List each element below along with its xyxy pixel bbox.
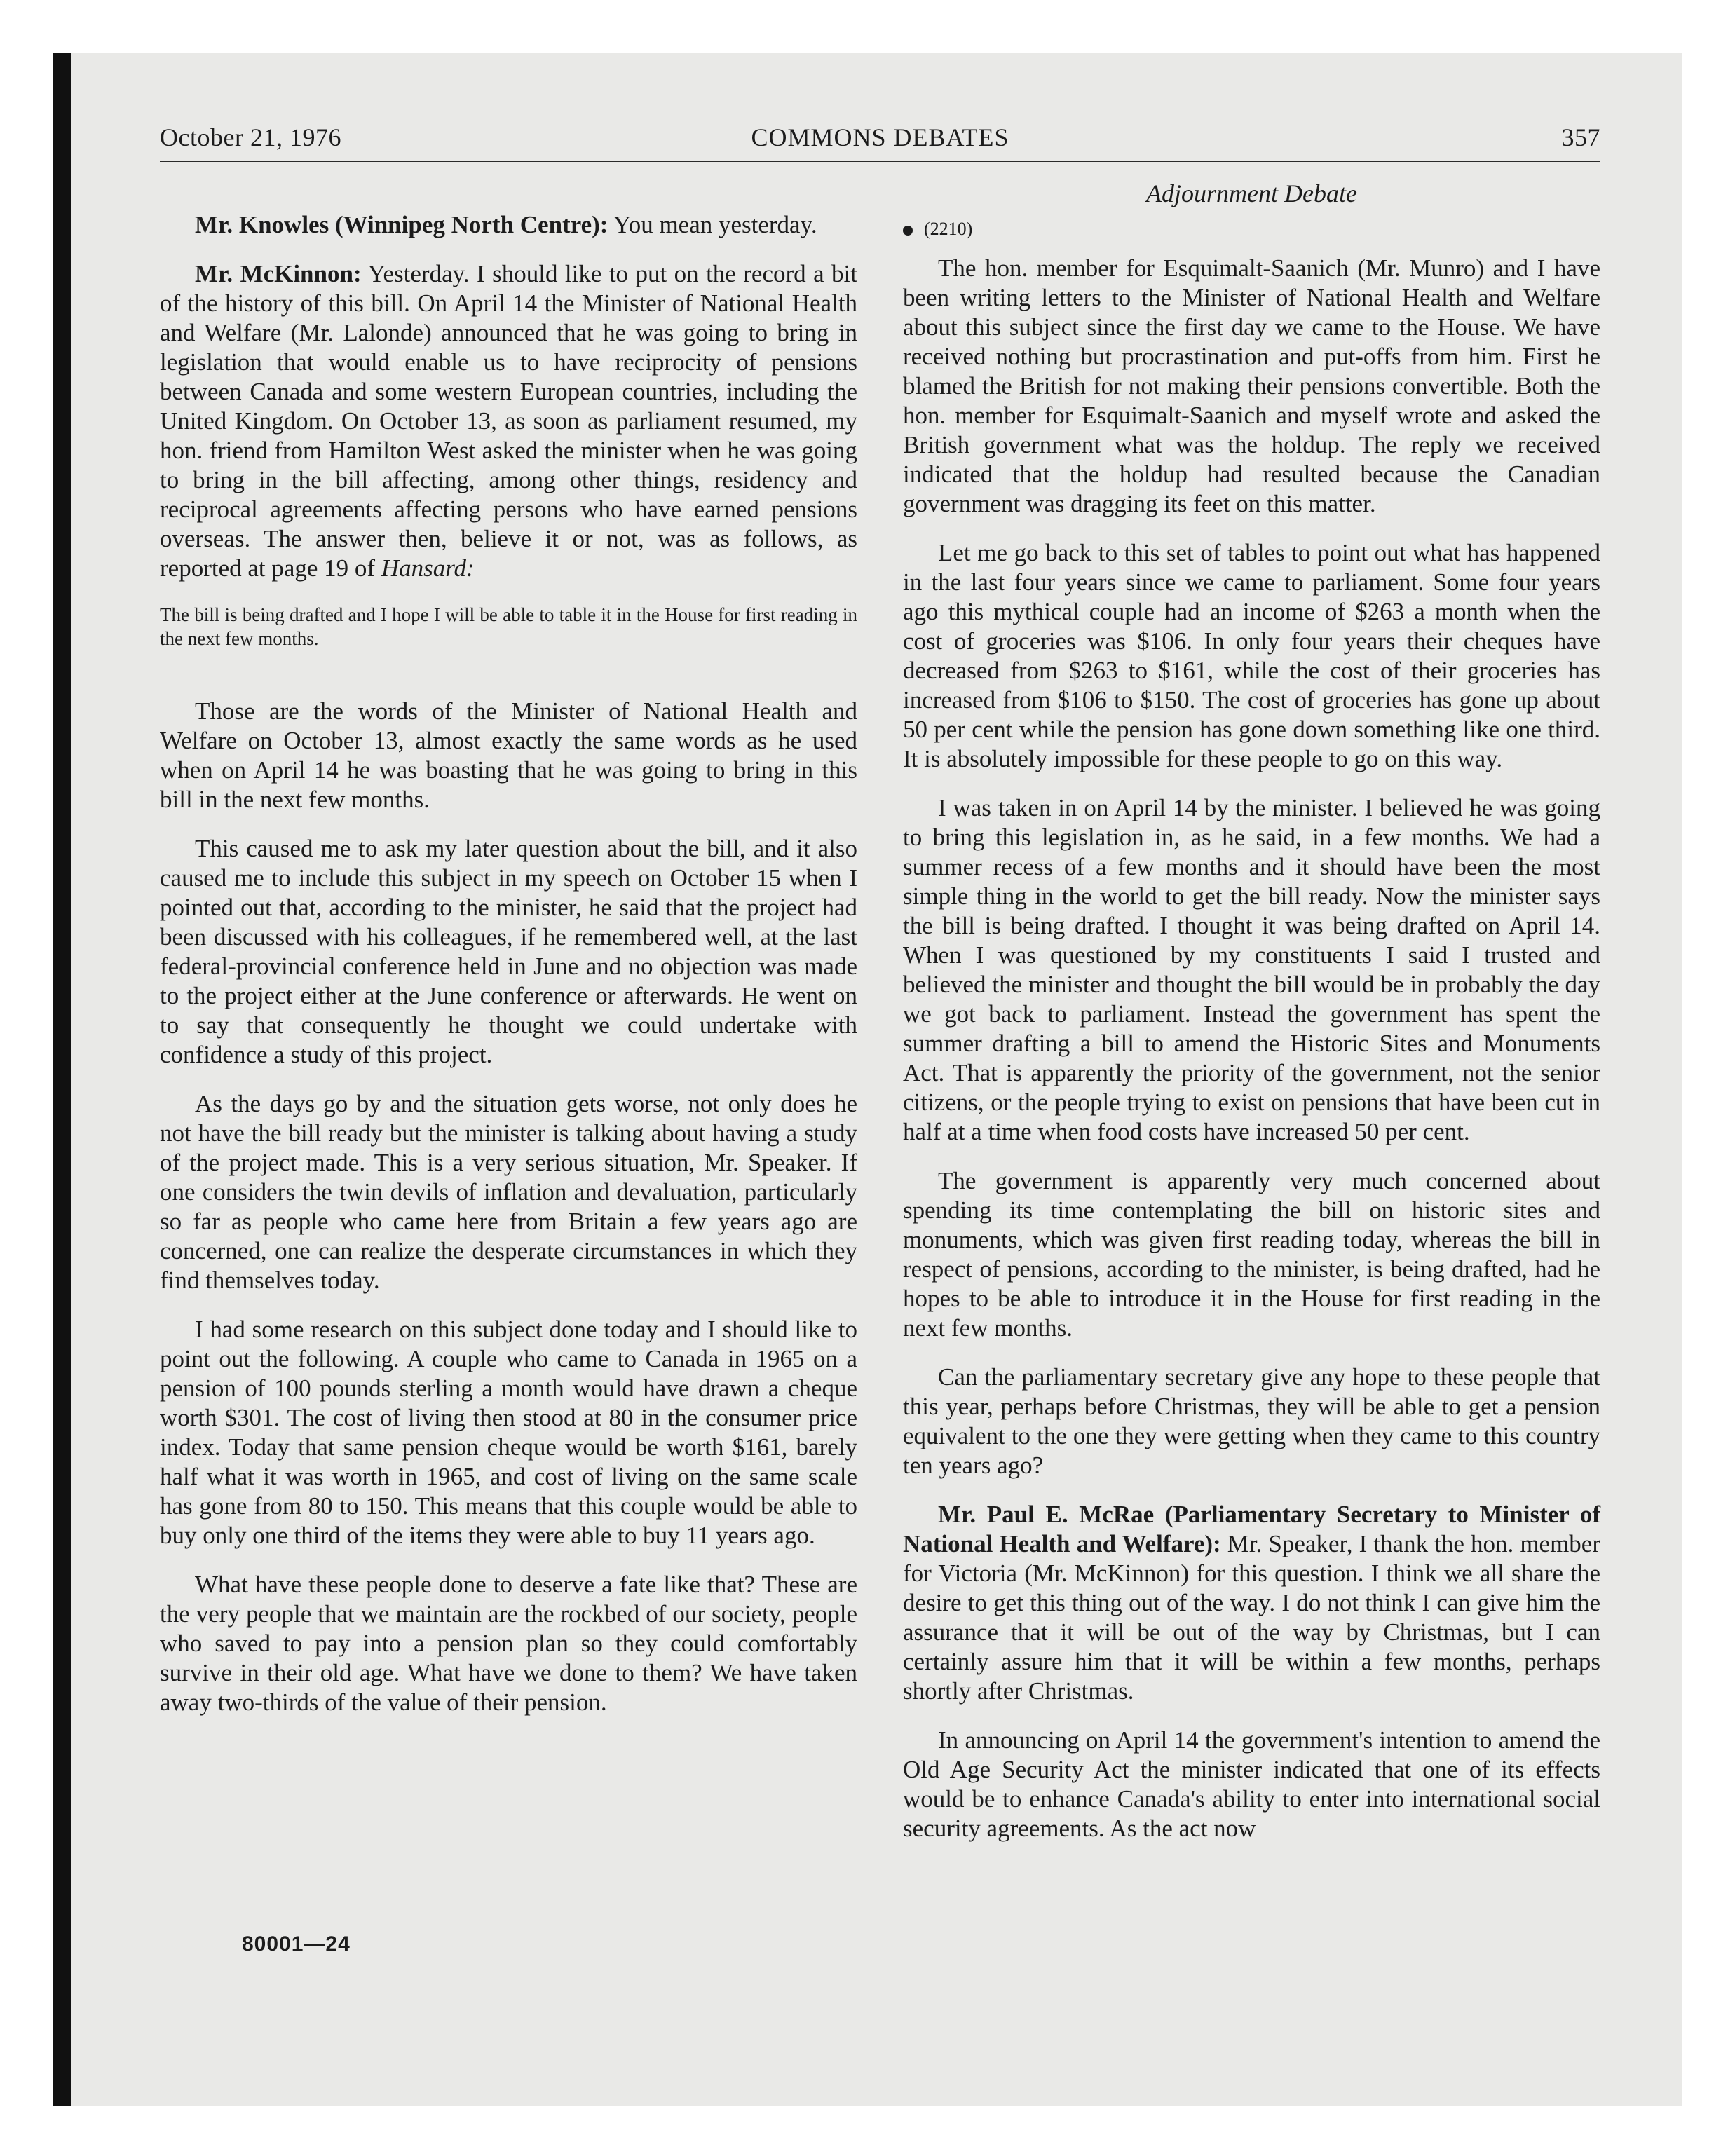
paragraph: What have these people done to deserve a fate like that? These are the very people that we maintain are the rockbed of our society, people who saved to pay into a pension plan so they could comfortably survive in their old age. What have we done to them? We have taken away two-thirds of the value of their pension.	[160, 1571, 857, 1716]
speech-text: Mr. Speaker, I thank the hon. member for Victoria (Mr. McKinnon) for this question. I think we all share the desire to get this thing out of the way. I do not think I can give him the assurance that it will be out of the way by Christmas, but I can certainly assure him that it will be within a few months, perhaps shortly after Christmas.	[903, 1530, 1600, 1705]
section-label: Adjournment Debate	[1146, 179, 1357, 207]
paragraph: In announcing on April 14 the government's intention to amend the Old Age Security Act the minister indicated that one of its effects would be to enhance Canada's ability to enter into international social security agreements. As the act now	[903, 1726, 1600, 1842]
time-marker-text: (2210)	[924, 219, 973, 239]
paragraph: As the days go by and the situation gets worse, not only does he not have the bill ready but the minister is talking about having a study of the project made. This is a very serious situation, Mr. Speaker. If one considers the twin devils of inflation and devaluation, particularly so far as people who came here from Britain a few years ago are concerned, one can realize the desperate circumstances in which they find themselves today.	[160, 1090, 857, 1294]
speech-text: Yesterday. I should like to put on the record a bit of the history of this bill. On April 14 the Minister of National Health and Welfare (Mr. Lalonde) announced that he was going to bring in legislation that would enable us to have reciprocity of pensions between Canada and some western European countries, including the United Kingdom. On October 13, as soon as parliament resumed, my hon. friend from Hamilton West asked the minister when he was going to bring in the bill affecting, among other things, residency and reciprocal agreements affecting persons who have earned pensions overseas. The answer then, believe it or not, was as follows, as reported at page 19 of	[160, 260, 857, 582]
page-header	[160, 123, 1600, 159]
header-journal-title: COMMONS DEBATES	[751, 123, 1009, 151]
header-date: October 21, 1976	[160, 123, 341, 151]
paragraph	[903, 1500, 1600, 1706]
speech-text: You mean yesterday.	[608, 211, 817, 238]
paragraph: The hon. member for Esquimalt-Saanich (Mr. Munro) and I have been writing letters to the Minister of National Health and Welfare about this subject since the first day we came to the House. We have received nothing but procrastination and put-offs from him. First he blamed the British for not making their pensions convertible. Both the hon. member for Esquimalt-Saanich and myself wrote and asked the British government what was the holdup. The reply we received indicated that the holdup had resulted because the Canadian government was dragging its feet on this matter.	[903, 254, 1600, 517]
paragraph: I had some research on this subject done today and I should like to point out the following. A couple who came to Canada in 1965 on a pension of 100 pounds sterling a month would have drawn a cheque worth $301. The cost of living then stood at 80 in the consumer price index. Today that same pension cheque would be worth $161, barely half what it was worth in 1965, and cost of living on the same scale has gone from 80 to 150. This means that this couple would be able to buy only one third of the items they were able to buy 11 years ago.	[160, 1316, 857, 1549]
paragraph: Let me go back to this set of tables to point out what has happened in the last four years since we came to parliament. Some four years ago this mythical couple had an income of $263 a month when the cost of groceries was $106. In only four years their cheques have decreased from $263 to $161, while the cost of their groceries has increased from $106 to $150. The cost of groceries has gone up about 50 per cent while the pension has gone down something like one third. It is absolutely impossible for these people to go on this way.	[903, 539, 1600, 772]
speaker-name: Mr. Knowles (Winnipeg North Centre):	[195, 211, 608, 238]
paragraph: Those are the words of the Minister of National Health and Welfare on October 13, almost exactly the same words as he used when on April 14 he was boasting that he was going to bring in this bill in the next few months.	[160, 697, 857, 813]
paragraph	[160, 259, 857, 583]
footer-code: 80001—24	[242, 1932, 351, 1956]
scan-edge-shadow	[53, 53, 71, 2106]
header-page-number: 357	[1561, 123, 1600, 151]
speaker-name: Mr. McKinnon:	[195, 260, 362, 287]
paragraph	[160, 210, 857, 240]
paragraph: This caused me to ask my later question about the bill, and it also caused me to include this subject in my speech on October 15 when I pointed out that, according to the minister, he said that the project had been discussed with his colleagues, if he remembered well, at the last federal-provincial conference held in June and no objection was made to the project either at the June conference or afterwards. He went on to say that consequently he thought we could undertake with confidence a study of this project.	[160, 835, 857, 1068]
paragraph: I was taken in on April 14 by the minister. I believed he was going to bring this legislation in, as he said, in a few months. We had a summer recess of a few months and it should have been the most simple thing in the world to get the bill ready. Now the minister says the bill is being drafted. I thought it was being drafted on April 14. When I was questioned by my constituents I said I trusted and believed the minister and thought the bill would be in probably the day we got back to parliament. Instead the government has spent the summer drafting a bill to amend the Historic Sites and Monuments Act. That is apparently the priority of the government, not the senior citizens, or the people trying to exist on pensions that have been cut in half at a time when food costs have increased 50 per cent.	[903, 794, 1600, 1145]
speaker-name: Mr. Paul E. McRae (Parliamentary Secretary to Minister of National Health and Welfare):	[903, 1501, 1600, 1557]
left-column	[160, 210, 857, 1737]
header-rule	[160, 161, 1600, 162]
block-quote: The bill is being drafted and I hope I will be able to table it in the House for first reading in the next few months.	[160, 604, 857, 649]
right-column	[903, 210, 1600, 1863]
hansard-reference: Hansard:	[381, 554, 475, 582]
paragraph: The government is apparently very much concerned about spending its time contemplating the bill on historic sites and monuments, which was given first reading today, whereas the bill in respect of pensions, according to the minister, is being drafted, had he hopes to be able to introduce it in the House for first reading in the next few months.	[903, 1167, 1600, 1342]
paragraph: Can the parliamentary secretary give any hope to these people that this year, perhaps before Christmas, they will be able to get a pension equivalent to the one they were getting when they came to this country ten years ago?	[903, 1363, 1600, 1479]
